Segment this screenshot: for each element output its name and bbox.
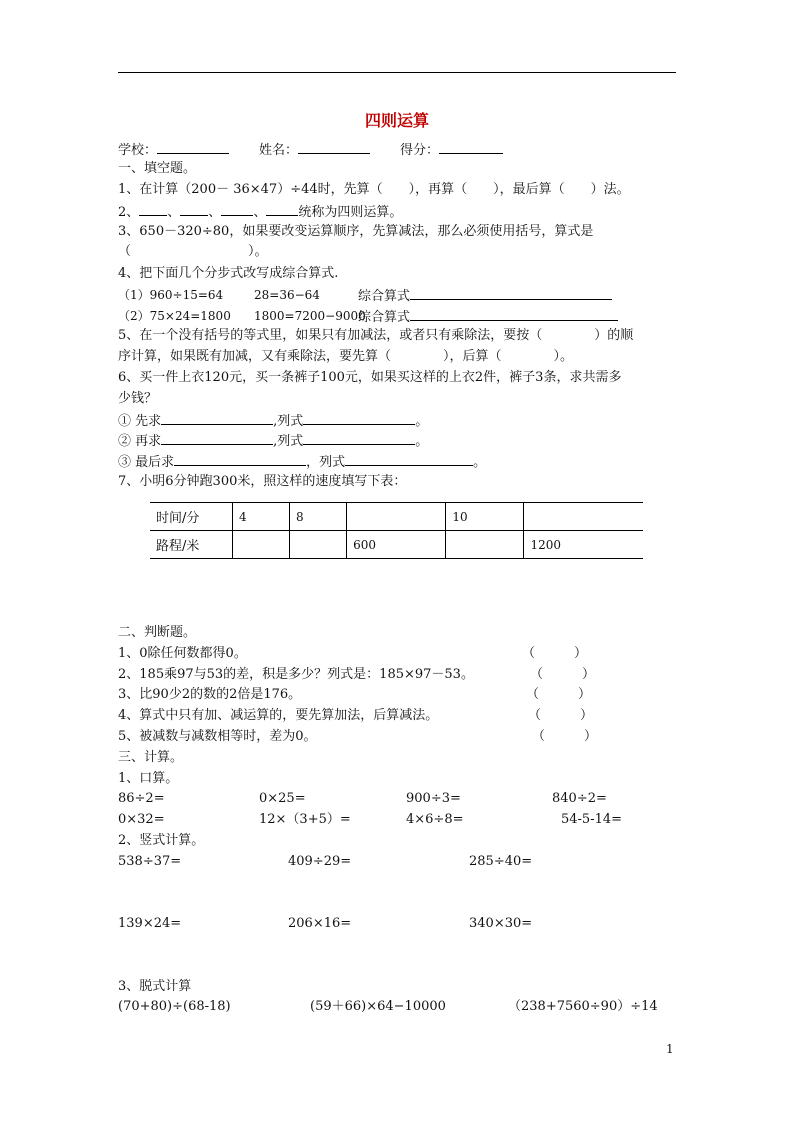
table-cell: 1200 [524,531,643,559]
oral-heading: 1、口算。 [118,771,179,786]
table-cell[interactable] [347,503,446,531]
q6-step2: ② 再求 ,列式 。 [118,434,429,449]
q6-text: 6、买一件上衣120元，买一条裤子100元，如果买这样的上衣2件，裤子3条，求共需多 [118,370,622,385]
q4-step1: （1）960÷15=64 [118,288,224,302]
q4-step2b: 1800=7200−9000 [254,309,366,323]
q6-blank-2a[interactable] [161,432,273,445]
q1-text: 1、在计算（200－ 36×47）÷44时，先算（ ），再算（ ），最后算（ ）法。 [118,182,630,197]
q6-step1: ① 先求 ,列式 。 [118,414,429,429]
section2-heading: 二、判断题。 [118,625,197,640]
table-cell: 600 [347,531,446,559]
section3-heading: 三、计算。 [118,750,184,765]
table-cell[interactable] [446,531,524,559]
judge-paren-3[interactable]: （ ） [526,687,592,702]
q4-text: 4、把下面几个分步式改写成综合算式. [118,266,339,281]
table-cell[interactable] [524,503,643,531]
judge-paren-1[interactable]: （ ） [522,646,588,661]
q4-answer-1[interactable] [410,287,612,300]
q6-blank-1a[interactable] [161,412,273,425]
table-row-distance [150,531,643,559]
name-blank[interactable] [298,141,370,154]
oral-item: 12×（3+5）= [259,812,351,827]
judge-item-2: 2、185乘97与53的差，积是多少？列式是：185×97－53。 [118,667,474,682]
q6-blank-1b[interactable] [303,412,415,425]
q7-text: 7、小明6分钟跑300米，照这样的速度填写下表： [118,474,407,489]
school-blank[interactable] [157,141,229,154]
vertical-item: 285÷40= [469,854,533,869]
school-label: 学校： [118,141,229,159]
q3-text: 3、650－320÷80，如果要改变运算顺序，先算减法，那么必须使用括号，算式是 [118,224,594,239]
q2-blank-2[interactable] [180,203,208,216]
q2-blank-1[interactable] [139,203,167,216]
judge-item-3: 3、比90少2的数的2倍是176。 [118,687,302,702]
q3-answer: （ ）。 [118,244,268,259]
table-cell[interactable] [233,531,290,559]
vertical-heading: 2、竖式计算。 [118,833,205,848]
q4-step1b: 28=36−64 [254,288,320,302]
q4-answer-2[interactable] [410,308,618,321]
q6-blank-3b[interactable] [345,453,473,466]
speed-table [150,502,643,559]
table-cell: 8 [290,503,347,531]
table-cell: 10 [446,503,524,531]
q2-blank-4[interactable] [266,203,298,216]
vertical-item: 206×16= [288,916,352,931]
oral-item: 54-5-14= [561,812,623,827]
header-rule [118,72,676,73]
oral-item: 86÷2= [118,791,165,806]
q2-blank-3[interactable] [221,203,253,216]
oral-item: 0×25= [259,791,306,806]
q6-step3: ③ 最后求 ，列式 。 [118,455,487,470]
section1-heading: 一、填空题。 [118,161,197,176]
judge-paren-5[interactable]: （ ） [532,729,598,744]
oral-item: 840÷2= [552,791,607,806]
stepwise-heading: 3、脱式计算 [118,979,192,994]
judge-item-5: 5、被减数与减数相等时，差为0。 [118,729,317,744]
vertical-item: 340×30= [469,916,533,931]
q6-text-cont: 少钱？ [118,391,158,406]
oral-item: 900÷3= [406,791,461,806]
oral-item: 0×32= [118,812,165,827]
table-header-distance: 路程/米 [150,531,233,559]
vertical-item: 139×24= [118,916,182,931]
page-title: 四则运算 [364,111,429,130]
score-label: 得分： [400,141,503,159]
q2-text: 2、 、 、 、 统称为四则运算。 [118,205,403,220]
q6-blank-2b[interactable] [303,432,415,445]
score-blank[interactable] [439,141,503,154]
table-header-time: 时间/分 [150,503,233,531]
name-label: 姓名： [259,141,370,159]
vertical-item: 409÷29= [288,854,352,869]
judge-item-4: 4、算式中只有加、减运算的，要先算加法，后算减法。 [118,708,439,723]
stepwise-item: （238+7560÷90）÷14 [508,999,658,1014]
table-cell: 4 [233,503,290,531]
stepwise-item: (59＋66)×64−10000 [310,999,446,1014]
table-row-time [150,503,643,531]
judge-paren-4[interactable]: （ ） [528,708,594,723]
q4-combined-1: 综合算式 [358,287,612,305]
q4-step2: （2）75×24=1800 [118,309,231,323]
q5-text: 5、在一个没有括号的等式里，如果只有加减法，或者只有乘除法，要按（ ）的顺 [118,328,634,343]
vertical-item: 538÷37= [118,854,182,869]
stepwise-item: (70+80)÷(68-18) [118,999,231,1014]
oral-item: 4×6÷8= [406,812,464,827]
judge-item-1: 1、0除任何数都得0。 [118,646,247,661]
page-number: 1 [666,1042,674,1056]
judge-paren-2[interactable]: （ ） [530,667,596,682]
q4-combined-2: 综合算式 [358,308,618,326]
q6-blank-3a[interactable] [174,453,306,466]
table-cell[interactable] [290,531,347,559]
q5-text-cont: 序计算，如果既有加减，又有乘除法，要先算（ ），后算（ ）。 [118,349,574,364]
